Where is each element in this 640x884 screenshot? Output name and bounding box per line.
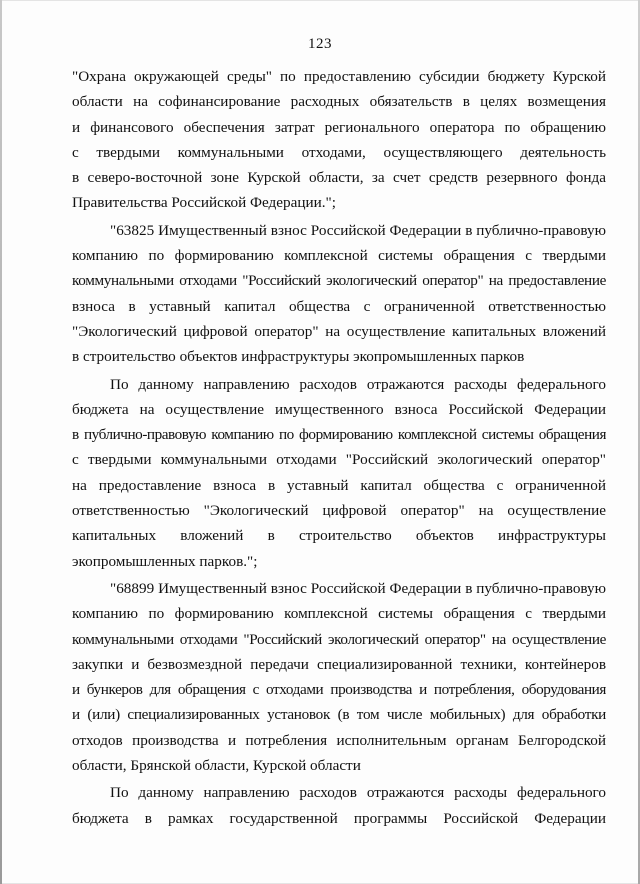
text-line: отходов производства и потребления исполнительным органам Белгородской xyxy=(72,731,606,749)
paragraph-1 xyxy=(72,64,606,216)
text-line: По данному направлению расходов отражаются расходы федерального xyxy=(110,784,606,802)
text-line: компанию по формированию комплексной системы обращения с твердыми xyxy=(72,247,606,265)
text-line: экопромышленных парков."; xyxy=(72,552,258,570)
text-line: на предоставление взноса в уставный капитал общества с ограниченной xyxy=(72,476,606,494)
text-line: и (или) специализированных установок (в том числе мобильных) для обработки xyxy=(72,706,606,724)
paragraph-3 xyxy=(72,372,606,574)
page-number: 123 xyxy=(308,36,332,52)
text-line: "Экологический цифровой оператор" на осуществление капитальных вложений xyxy=(72,322,606,340)
text-line: капитальных вложений в строительство объектов инфраструктуры xyxy=(72,527,606,545)
text-line: области на софинансирование расходных обязательств в целях возмещения xyxy=(72,93,606,111)
text-line: ответственностью "Экологический цифровой оператор" на осуществление xyxy=(72,502,606,520)
text-line: закупки и безвозмездной передачи специализированной техники, контейнеров xyxy=(72,655,606,673)
text-line: коммунальными отходами "Российский экологический оператор" на предоставление xyxy=(72,272,606,290)
text-line: области, Брянской области, Курской области xyxy=(72,757,361,775)
text-line: бюджета на осуществление имущественного взноса Российской Федерации xyxy=(72,400,606,418)
text-line: "68899 Имущественный взнос Российской Федерации в публично-правовую xyxy=(110,579,606,597)
text-line: бюджета в рамках государственной программы Российской Федерации xyxy=(72,809,606,827)
paragraph-2 xyxy=(72,218,606,370)
text-line: взноса в уставный капитал общества с ограниченной ответственностью xyxy=(72,297,606,315)
paragraph-4 xyxy=(72,576,606,778)
text-line: "Охрана окружающей среды" по предоставлению субсидии бюджету Курской xyxy=(72,68,606,85)
text-line: коммунальными отходами "Российский экологический оператор" на осуществление xyxy=(72,630,606,648)
text-line: и бункеров для обращения с отходами производства и потребления, оборудования xyxy=(72,681,606,699)
text-line: "63825 Имущественный взнос Российской Федерации в публично-правовую xyxy=(110,221,606,239)
paragraph-5 xyxy=(72,780,606,831)
text-line: и финансового обеспечения затрат регионального оператора по обращению xyxy=(72,118,606,136)
text-line: в публично-правовую компанию по формированию комплексной системы обращения xyxy=(72,426,606,444)
body-text xyxy=(72,64,606,831)
text-line: с твердыми коммунальными отходами, осуществляющего деятельность xyxy=(72,143,606,161)
text-line: в строительство объектов инфраструктуры экопромышленных парков xyxy=(72,348,525,366)
text-line: Правительства Российской Федерации."; xyxy=(72,194,336,212)
text-line: По данному направлению расходов отражаются расходы федерального xyxy=(110,375,606,393)
text-line: с твердыми коммунальными отходами "Российский экологический оператор" xyxy=(72,451,606,469)
text-line: в северо-восточной зоне Курской области, за счет средств резервного фонда xyxy=(72,169,606,187)
scan-edge-left xyxy=(0,0,2,884)
text-line: компанию по формированию комплексной системы обращения с твердыми xyxy=(72,605,606,623)
